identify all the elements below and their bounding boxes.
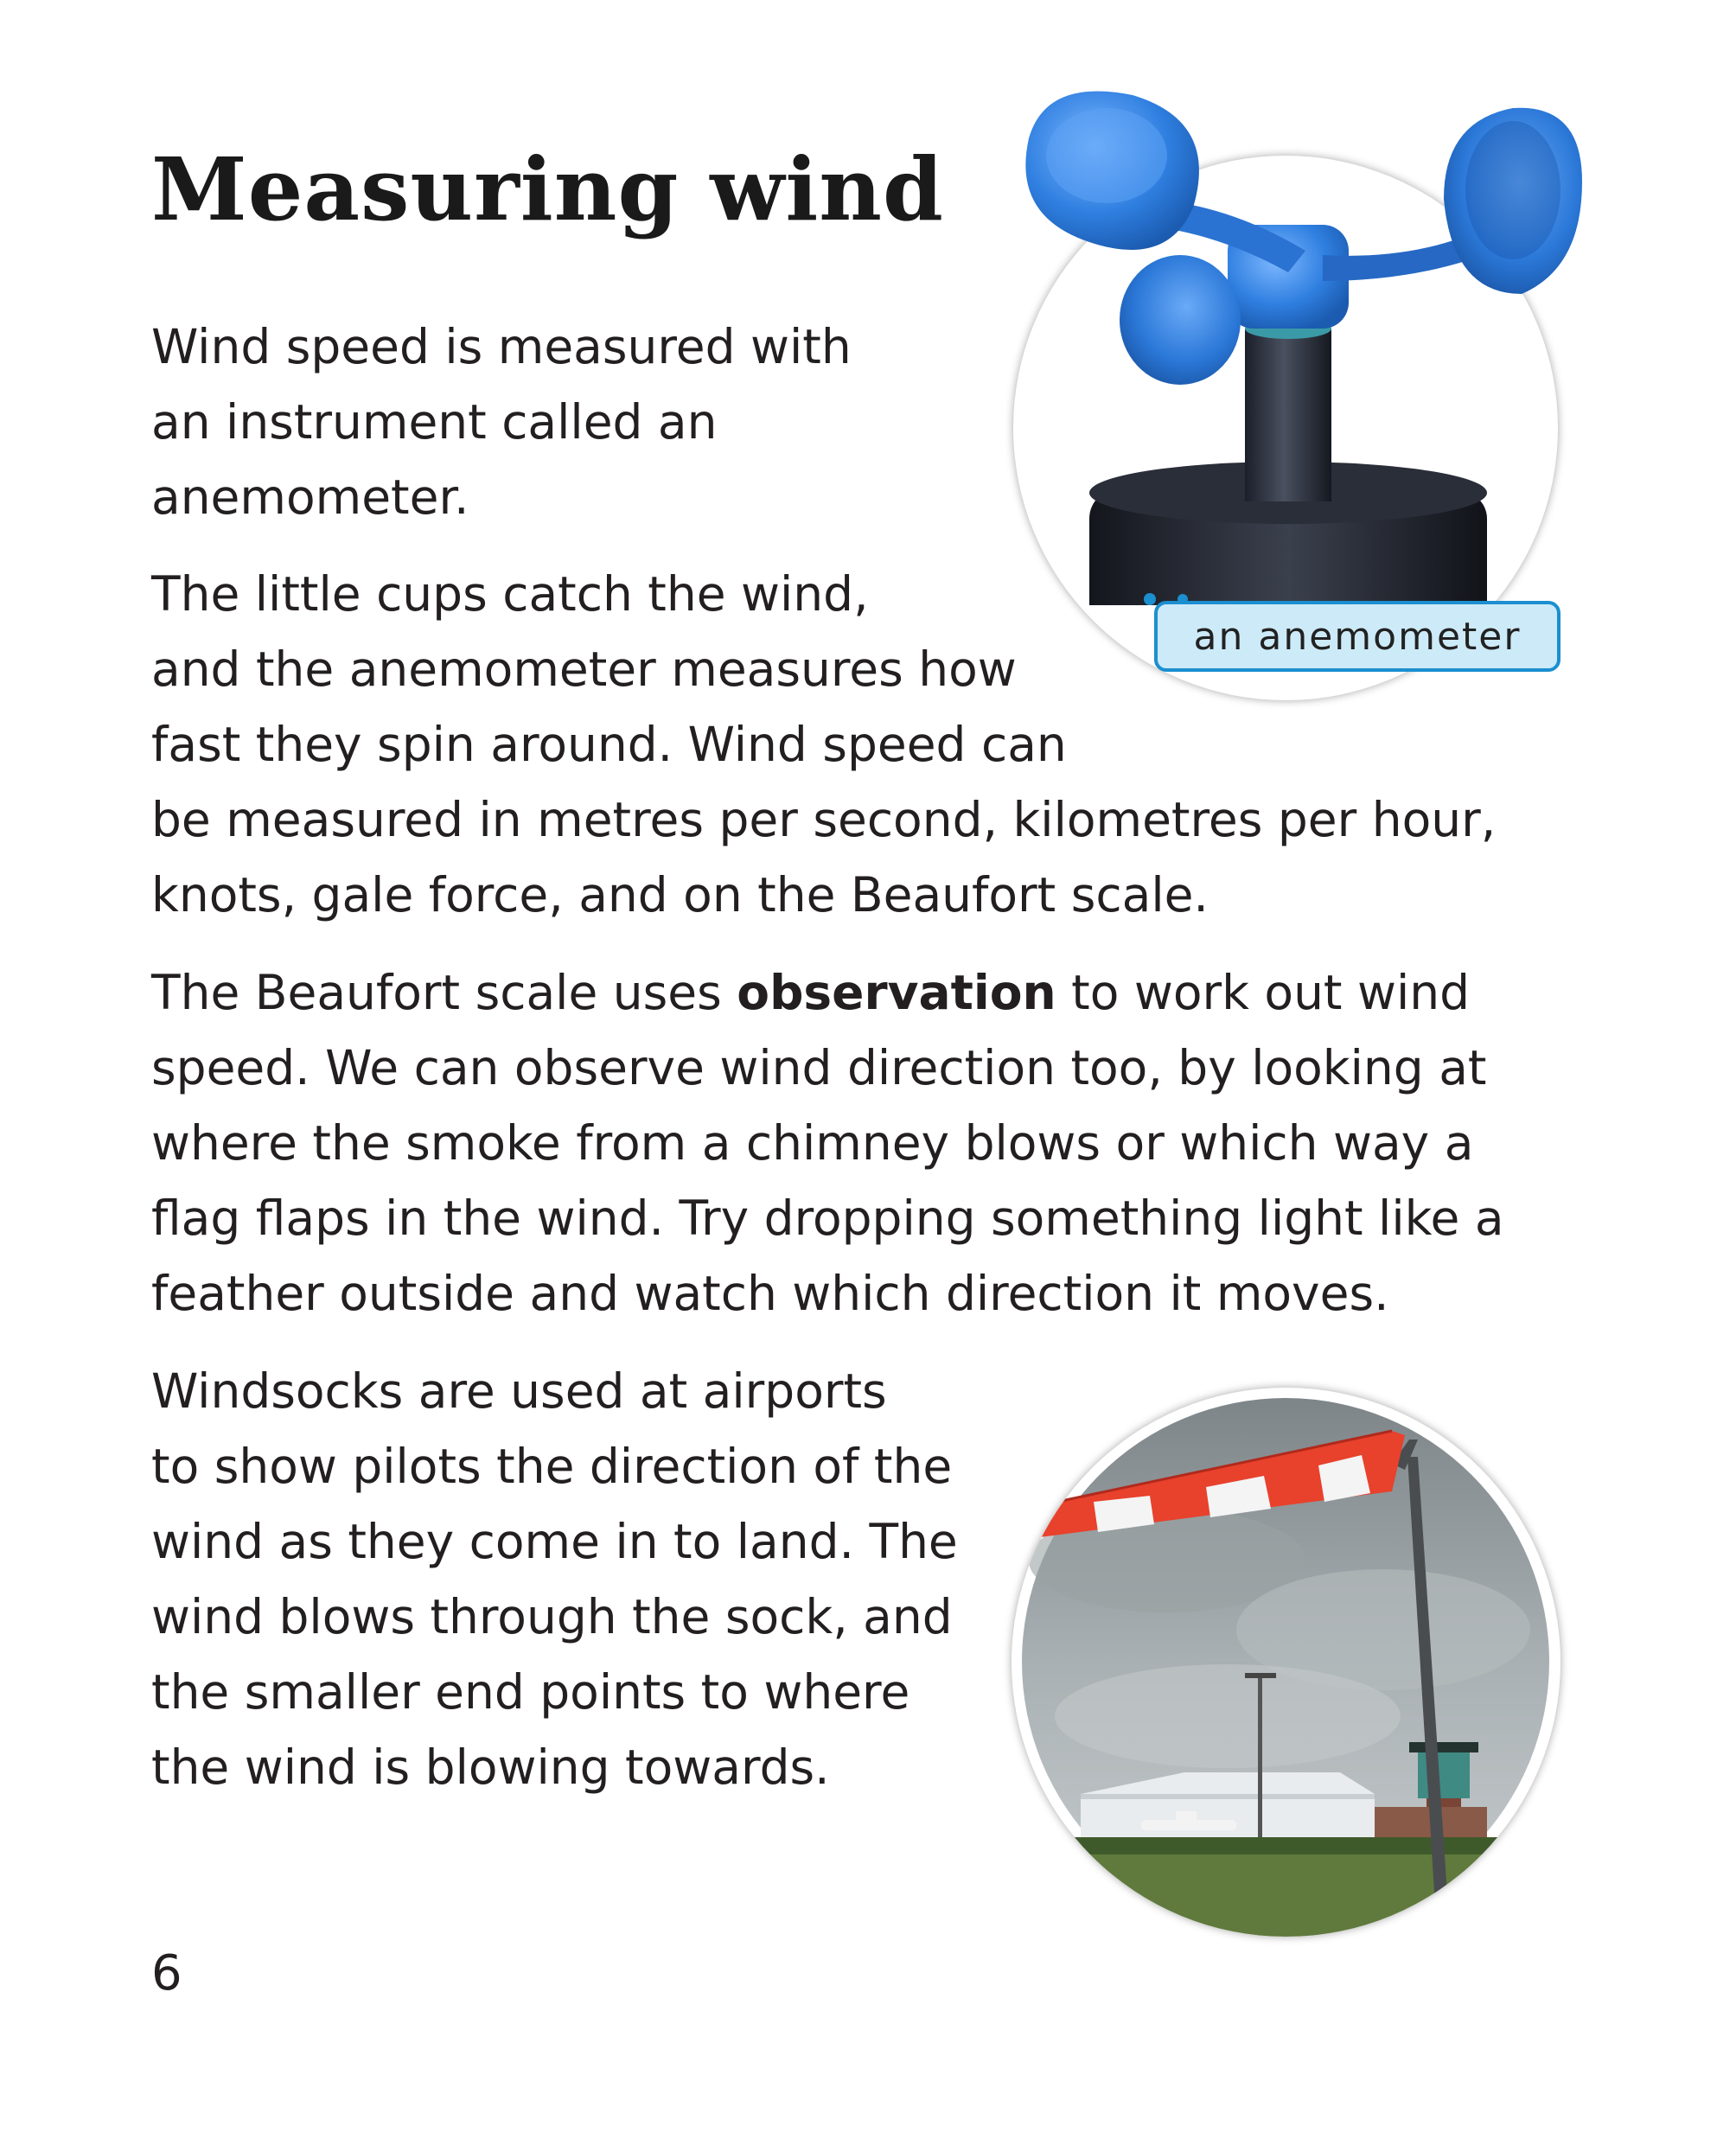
bold-term-observation: observation bbox=[737, 965, 1056, 1020]
text-fragment: The Beaufort scale uses bbox=[151, 965, 737, 1020]
text-line bbox=[151, 955, 1504, 1031]
text-line: the wind is blowing towards. bbox=[151, 1740, 830, 1795]
text-line: where the smoke from a chimney blows or which way a bbox=[151, 1115, 1474, 1171]
paragraph-windsocks bbox=[151, 1354, 958, 1805]
text-line: wind as they come in to land. The bbox=[151, 1514, 958, 1569]
paragraph-anemometer-intro bbox=[151, 310, 852, 535]
text-line: fast they spin around. Wind speed can bbox=[151, 717, 1067, 772]
text-line: and the anemometer measures how bbox=[151, 642, 1017, 697]
image-caption bbox=[1154, 601, 1560, 672]
text-line: knots, gale force, and on the Beaufort scale. bbox=[151, 867, 1209, 922]
text-line: the smaller end points to where bbox=[151, 1664, 910, 1720]
text-line: Wind speed is measured with bbox=[151, 319, 852, 374]
text-fragment: to work out wind bbox=[1056, 965, 1471, 1020]
page-number: 6 bbox=[151, 1945, 182, 2001]
windsock-photo-circle bbox=[1012, 1388, 1560, 1937]
text-line: flag flaps in the wind. Try dropping something light like a bbox=[151, 1191, 1504, 1246]
text-line: The little cups catch the wind, bbox=[151, 566, 869, 622]
anemometer-illustration bbox=[994, 69, 1582, 605]
text-line: feather outside and watch which direction it moves. bbox=[151, 1266, 1389, 1321]
text-line: be measured in metres per second, kilometres per hour, bbox=[151, 792, 1497, 847]
paragraph-beaufort bbox=[151, 955, 1504, 1331]
caption-text: an anemometer bbox=[1193, 614, 1522, 659]
text-line: an instrument called an bbox=[151, 394, 718, 450]
text-line: wind blows through the sock, and bbox=[151, 1589, 953, 1644]
page-title: Measuring wind bbox=[151, 138, 944, 240]
text-line: to show pilots the direction of the bbox=[151, 1439, 953, 1494]
text-line: speed. We can observe wind direction too, by looking at bbox=[151, 1040, 1487, 1095]
text-line: Windsocks are used at airports bbox=[151, 1363, 887, 1419]
text-line: anemometer. bbox=[151, 469, 469, 525]
windsock-illustration bbox=[1012, 1388, 1560, 1937]
